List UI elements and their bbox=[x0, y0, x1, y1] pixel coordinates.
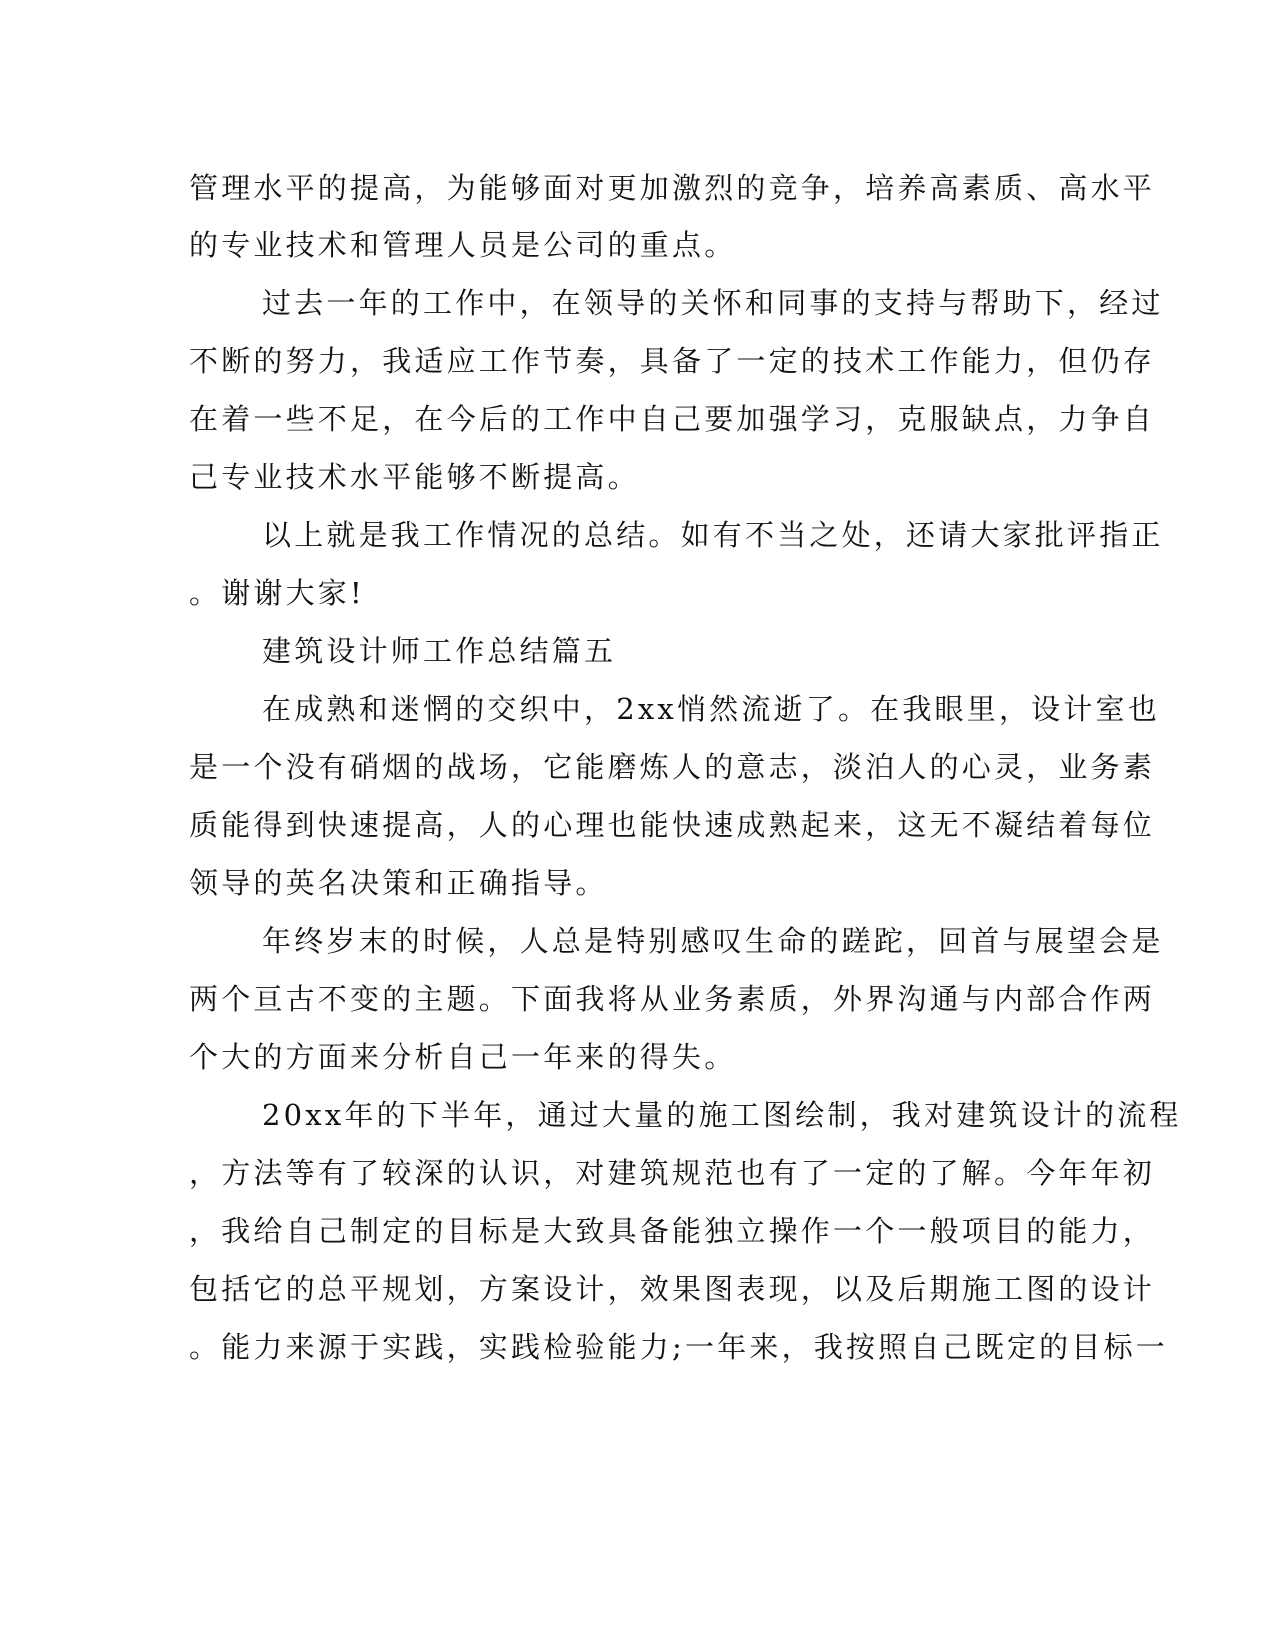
text-line: 是一个没有硝烟的战场，它能磨炼人的意志，淡泊人的心灵，业务素 bbox=[189, 750, 1156, 784]
paragraph-first-line: 以上就是我工作情况的总结。如有不当之处，还请大家批评指正 bbox=[262, 518, 1164, 552]
text-line: 管理水平的提高，为能够面对更加激烈的竞争，培养高素质、高水平 bbox=[189, 171, 1156, 205]
text-line: 己专业技术水平能够不断提高。 bbox=[189, 460, 640, 494]
text-line: 。谢谢大家! bbox=[189, 576, 365, 610]
text-line: 在着一些不足，在今后的工作中自己要加强学习，克服缺点，力争自 bbox=[189, 402, 1156, 436]
text-line: 个大的方面来分析自己一年来的得失。 bbox=[189, 1040, 737, 1074]
text-line: 质能得到快速提高，人的心理也能快速成熟起来，这无不凝结着每位 bbox=[189, 808, 1156, 842]
text-line: 领导的英名决策和正确指导。 bbox=[189, 866, 608, 900]
text-line: 包括它的总平规划，方案设计，效果图表现，以及后期施工图的设计 bbox=[189, 1272, 1156, 1306]
text-line: 不断的努力，我适应工作节奏，具备了一定的技术工作能力，但仍存 bbox=[189, 344, 1156, 378]
paragraph-first-line: 在成熟和迷惘的交织中，2xx悄然流逝了。在我眼里，设计室也 bbox=[262, 692, 1160, 726]
section-heading: 建筑设计师工作总结篇五 bbox=[262, 634, 617, 668]
text-line: ，我给自己制定的目标是大致具备能独立操作一个一般项目的能力， bbox=[189, 1214, 1156, 1248]
text-line: ，方法等有了较深的认识，对建筑规范也有了一定的了解。今年年初 bbox=[189, 1156, 1156, 1190]
paragraph-first-line: 过去一年的工作中，在领导的关怀和同事的支持与帮助下，经过 bbox=[262, 286, 1164, 320]
paragraph-first-line: 年终岁末的时候，人总是特别感叹生命的蹉跎，回首与展望会是 bbox=[262, 924, 1164, 958]
text-line: 。能力来源于实践，实践检验能力;一年来，我按照自己既定的目标一 bbox=[189, 1330, 1168, 1364]
text-line: 两个亘古不变的主题。下面我将从业务素质，外界沟通与内部合作两 bbox=[189, 982, 1156, 1016]
text-line: 的专业技术和管理人员是公司的重点。 bbox=[189, 228, 737, 262]
paragraph-first-line: 20xx年的下半年，通过大量的施工图绘制，我对建筑设计的流程 bbox=[262, 1098, 1182, 1132]
